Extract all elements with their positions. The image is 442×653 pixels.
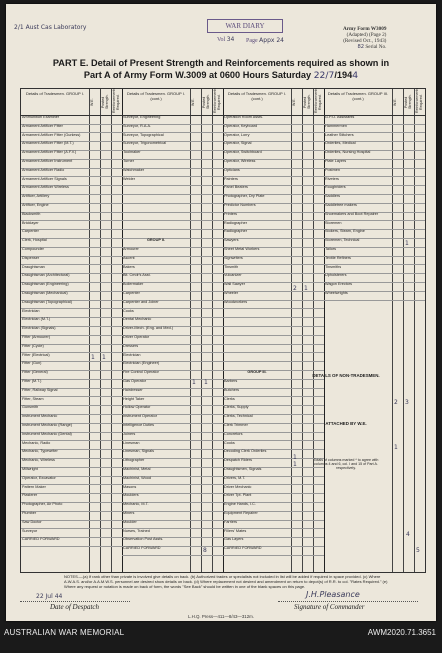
- serial-handwritten: 82: [357, 44, 365, 50]
- row-label: Fitter (M.T.): [22, 379, 42, 383]
- row-label: Instrument Mechanic (Dental): [22, 431, 72, 436]
- row-label: Mechanic, Radio: [22, 440, 51, 445]
- row-label: Dispenser: [22, 255, 40, 260]
- handwritten-count: 1: [293, 454, 297, 461]
- row-label: Shoemakers and Boot Repairer: [325, 211, 379, 216]
- row-label: Welder: [123, 176, 135, 181]
- non-tradesmen-label: Totals of columns marked * to agree with columns 4 and 6, col. I and 15 of Part A. respectively.: [313, 458, 379, 470]
- row-label: Armament Artificer Fitter (Gunless): [22, 132, 81, 137]
- row-label: Carpenter: [123, 291, 140, 295]
- row-label: Textile Refiners: [325, 255, 351, 260]
- row-label: Cooks: [123, 308, 134, 313]
- row-label: Engine Hands, I.C.: [224, 502, 256, 507]
- row-label: Compounder: [22, 247, 44, 251]
- army-form-line: (Revised Oct., 1943): [343, 38, 387, 44]
- row-label: Artificer, Artillery: [22, 194, 50, 199]
- subheader-reinf: Reinforcements Required.: [112, 87, 120, 113]
- row-label: Printers: [224, 211, 238, 216]
- row-label: Lithographer: [123, 458, 145, 463]
- row-label: Hollow Operator: [123, 405, 151, 410]
- row-label: Draughtsman (Architectural): [22, 273, 70, 278]
- row-label: Bakers: [123, 264, 135, 269]
- row-label: Mechanic, Wireless: [22, 458, 55, 463]
- report-date: 22/7: [313, 70, 335, 81]
- row-label: Fitter (Gun): [22, 361, 42, 366]
- row-label: Concretors: [224, 431, 243, 436]
- commander-signature: J.H.Pleasance: [306, 590, 360, 599]
- signature-commander-label: Signature of Commander: [294, 603, 365, 611]
- column-header: Details of Tradesmen. GROUP I. (cont.): [127, 91, 185, 101]
- row-label: Armourer: [123, 247, 139, 251]
- non-tradesmen-label: ATTACHED BY W.E.: [325, 421, 367, 426]
- row-label: Operator, Signal: [224, 141, 252, 146]
- despatch-date-value: 22 Jul 44: [36, 593, 63, 600]
- title-year: /194: [334, 70, 353, 80]
- row-label: Miners: [123, 511, 135, 515]
- handwritten-count: 4: [406, 531, 410, 538]
- subheader-we: W.E.: [292, 98, 296, 106]
- row-label: Carpenter: [22, 229, 39, 234]
- row-label: Surveyor: [22, 528, 38, 533]
- header-row: [21, 89, 425, 116]
- row-label: Draughtsman: [22, 264, 45, 269]
- row-label: Despatch Riders: [224, 458, 253, 463]
- row-label: Radiographer: [224, 229, 248, 234]
- row-label: Predictor Numbers: [224, 203, 256, 207]
- row-label: Draughtsman (Mechanical): [22, 291, 68, 295]
- column-header: Details of Tradesmen. GROUP III. (cont.): [327, 91, 389, 101]
- row-label: Riveters: [325, 176, 339, 181]
- row-label: Sawyers: [224, 238, 239, 243]
- row-label: Armament Artificer Wireless: [22, 185, 69, 190]
- row-label: GROUP III.: [247, 370, 267, 375]
- army-form-line: Army Form W3009: [343, 26, 387, 32]
- row-label: Watchmaker: [123, 167, 145, 172]
- subheader-posted: Posted Strength.: [303, 94, 311, 110]
- army-form-block: [343, 26, 386, 50]
- row-label: Fitter, Steam: [22, 396, 44, 401]
- subheader-posted: Posted Strength.: [101, 94, 109, 110]
- row-label: Fitter (Armourer): [22, 335, 51, 339]
- row-label: Driver Operator: [123, 335, 150, 339]
- form-sheet: [6, 4, 436, 621]
- row-label: Photographer, Dry Plate: [224, 194, 265, 199]
- row-label: Cooks: [224, 440, 235, 445]
- row-label: Postmen: [325, 167, 340, 172]
- subheader-posted: Posted Strength.: [404, 94, 412, 110]
- row-label: Wheeler: [224, 291, 239, 295]
- row-label: Blt. Cmdr's Asst.: [123, 273, 151, 278]
- row-label: Decoding Clerk Orderlies: [224, 449, 267, 454]
- row-label: Fitter, Railway Signal: [22, 387, 58, 392]
- row-label: Butchers: [224, 387, 239, 392]
- row-label: Wagon Erectors: [325, 282, 353, 287]
- row-label: Plasterer: [22, 493, 38, 498]
- notes-block: NOTES.—(a) If rank other than private is involved give details on back. (b) Authorized trades or specialists not included in list will be added if required in space provided. (c) Where A.W.A.S. and/or A.A.M.W.S. personnel are desired show details on back. (d) Where replacement not desired and amendment on return to depot(s) of R.R. to col. "Rates Required." (e) Where any request or notation is made on back of form, the words "See Back" should be written in one of the blank spaces on this page.: [64, 574, 388, 589]
- row-label: Height Taker: [123, 396, 145, 401]
- row-label: Fillers' Mates: [224, 528, 247, 533]
- subheader-we: W.E.: [191, 98, 195, 106]
- row-label: Barbers: [224, 379, 238, 383]
- row-label: Armament Artificer Fitter: [22, 123, 63, 128]
- row-label: Wheelwrights: [325, 291, 348, 295]
- row-label: Mechanic, Typewriter: [22, 449, 58, 454]
- row-label: Instrument Mechanic: [22, 414, 58, 419]
- row-label: Fire Control Operator: [123, 370, 159, 375]
- printer-imprint: L.H.Q. Press—411—8/43—312m.: [187, 614, 255, 619]
- row-label: Electrician (Signals): [22, 326, 56, 331]
- title-year-suffix: 4: [352, 70, 359, 81]
- signature-line: [278, 601, 418, 602]
- row-label: Draughtsmen, Signals: [224, 467, 262, 471]
- row-label: Saw Doctor: [22, 519, 42, 524]
- row-label: Equipment Repairer: [224, 511, 258, 515]
- army-form-line: 82 Serial No.: [357, 44, 387, 50]
- row-label: Intelligence Duties: [123, 423, 155, 427]
- row-label: Millwright: [22, 467, 38, 471]
- row-label: Armament Artificer Instrument: [22, 159, 73, 163]
- row-label: Boilermaker: [123, 282, 144, 287]
- row-label: Woodworkers: [224, 299, 248, 304]
- row-label: Linesman, Signals: [123, 449, 155, 454]
- row-label: Fitter (General): [22, 370, 48, 375]
- row-label: Clerk Trimmer: [224, 423, 248, 427]
- subheader-we: W.E.: [90, 98, 94, 106]
- row-label: Armament Artificer Signals: [22, 176, 67, 181]
- handwritten-count: 2: [293, 285, 297, 292]
- row-label: Operator, Wireless: [224, 159, 256, 163]
- page-line: [246, 37, 284, 44]
- row-label: Dental Mechanic: [123, 317, 152, 322]
- subheader-posted: Posted Strength.: [202, 94, 210, 110]
- row-label: Hairdresser: [123, 387, 143, 392]
- row-label: Pattern Maker: [22, 484, 46, 489]
- vol-value: 34: [226, 36, 235, 43]
- row-label: GROUP II.: [146, 238, 166, 243]
- archive-id: AWM2020.71.3651: [367, 628, 436, 637]
- row-label: Draughtsman (Topographical): [22, 299, 73, 304]
- row-label: Clerks: [224, 396, 235, 401]
- row-label: Electrician: [22, 308, 40, 313]
- row-label: Ascent: [123, 255, 135, 260]
- row-label: Operator, Switchboard: [224, 150, 262, 155]
- row-label: Bricklayer: [22, 220, 39, 225]
- row-label: Moulder: [123, 519, 137, 524]
- title-prefix: Part A of Army Form W.3009 at 0600 Hours Saturday: [83, 70, 312, 80]
- row-label: Ammunition Examiner: [22, 115, 60, 119]
- row-label: Gunsmith: [22, 405, 39, 410]
- row-label: Instrument Operator: [123, 414, 157, 419]
- row-label: Photographer, Air Photo: [22, 502, 63, 507]
- row-label: Orderlies, Medical: [325, 141, 356, 146]
- subheader-we: W.E.: [393, 98, 397, 106]
- row-label: Turner: [123, 159, 135, 163]
- page-label: Page: [246, 38, 258, 44]
- row-label: Gas Operator: [123, 379, 147, 383]
- handwritten-count: 3: [405, 399, 409, 406]
- row-label: Mechanic, M.T.: [123, 502, 149, 507]
- row-label: Driver Tpt. Plant: [224, 493, 252, 498]
- row-label: Plate Layers: [325, 159, 347, 163]
- row-label: Operator, Excavator: [22, 475, 56, 480]
- subheader-reinf: Reinforcements Required.: [314, 87, 322, 113]
- row-label: Instrument Mechanic (Range): [22, 423, 73, 427]
- row-label: Fitter (Cycle): [22, 343, 44, 348]
- handwritten-count: 1: [304, 285, 308, 292]
- unit-handwritten: 2/1 Aust Cas Laboratory: [14, 24, 87, 31]
- row-label: Vulcanizer: [224, 273, 242, 278]
- row-label: Electrician (Engineer): [123, 361, 160, 366]
- part-e-title-line2: [6, 70, 436, 81]
- handwritten-count: 8: [203, 547, 207, 554]
- row-label: Stokers, Steam, Engine: [325, 229, 365, 234]
- column-header: Details of Tradesmen. GROUP I. (cont.): [228, 91, 286, 101]
- row-label: CARRIED FORWARD: [22, 537, 60, 542]
- table-row: [122, 546, 223, 556]
- row-label: Observation Post Assts.: [123, 537, 164, 542]
- table-row: [21, 537, 122, 547]
- row-label: CARRIED FORWARD: [224, 546, 262, 551]
- row-label: Fitter (Electrical): [22, 352, 50, 357]
- row-label: Gas Layers: [224, 537, 244, 542]
- handwritten-count: 1: [394, 444, 398, 451]
- handwritten-count: 1: [192, 379, 196, 386]
- row-label: Armament Artificer Radio: [22, 167, 65, 172]
- row-label: Roughriders: [325, 185, 346, 190]
- non-tradesmen-label: DETAILS OF NON-TRADESMEN.: [312, 373, 380, 378]
- row-label: Draughtsman (Engineering): [22, 282, 69, 287]
- handwritten-count: 1: [405, 240, 409, 247]
- row-label: Sheet Metal Workers: [224, 247, 260, 251]
- row-label: Nurses, Trained: [123, 528, 150, 533]
- row-label: Tinsmith: [224, 264, 239, 269]
- row-label: Linesman: [123, 440, 140, 445]
- row-label: Surveyor, Topographical: [123, 132, 164, 137]
- strength-table: [20, 88, 426, 573]
- row-label: Painters: [224, 176, 238, 181]
- part-e-title: PART E. Detail of Present Strength and Reinforcements required as shown in: [52, 58, 390, 68]
- row-label: Panel Beaters: [224, 185, 248, 190]
- row-label: Joiners: [123, 431, 136, 436]
- row-label: Surveyor, R.A.A.: [123, 123, 152, 128]
- row-label: Farriers: [224, 519, 238, 524]
- row-label: Tinsmiths: [325, 264, 342, 269]
- vol-line: [217, 36, 234, 43]
- army-form-line: (Adapted) (Page 2): [346, 32, 387, 38]
- handwritten-count: 1: [102, 354, 106, 361]
- date-of-despatch-label: Date of Despatch: [50, 603, 99, 611]
- vol-label: Vol: [217, 37, 226, 43]
- row-label: Toolmaker: [123, 150, 141, 155]
- row-label: Machinist, Metal: [123, 467, 151, 471]
- table-row: [324, 291, 425, 301]
- row-label: Signwriters: [224, 255, 243, 260]
- row-label: Electrician (M.T.): [22, 317, 51, 322]
- row-label: Clerk, Hospital: [22, 238, 47, 243]
- row-label: Clerks, Supply: [224, 405, 249, 410]
- row-label: Surveyor, Engineering: [123, 115, 161, 119]
- row-label: Carpenter and Joiner: [123, 299, 159, 304]
- war-diary-stamp: WAR DIARY: [207, 19, 283, 33]
- row-label: Wall Sawyer: [224, 282, 245, 287]
- row-label: Electrician: [123, 352, 141, 357]
- handwritten-count: 2: [394, 399, 398, 406]
- row-label: CARRIED FORWARD: [123, 546, 161, 551]
- row-label: Blacksmith: [22, 211, 41, 216]
- row-label: Drivers, M.T.: [224, 475, 246, 480]
- handwritten-count: 5: [416, 547, 420, 554]
- row-label: Storemen: [325, 220, 342, 225]
- row-label: Upholsterers: [325, 273, 347, 278]
- row-label: Surveyor, Trigonometrical: [123, 141, 167, 146]
- row-label: Moulders: [123, 493, 139, 498]
- row-label: Operation Room Assts.: [224, 115, 264, 119]
- handwritten-count: 1: [204, 379, 208, 386]
- row-label: Armament Artificer Fitter (M.T.): [22, 141, 74, 146]
- row-label: Orderlies, Nursing Hospital: [325, 150, 371, 155]
- row-label: Dressers: [123, 343, 139, 348]
- row-label: Hammermen: [325, 123, 347, 128]
- appx-value: Appx 24: [259, 37, 284, 44]
- row-label: Machinist, Wood: [123, 475, 151, 480]
- row-label: Driver Mechanic: [224, 484, 252, 489]
- row-label: Armament Artificer Fitter (A.F.V.): [22, 150, 77, 155]
- row-label: Masons: [123, 484, 137, 489]
- row-label: Artificer, Engine: [22, 203, 49, 207]
- row-label: Driver-Mech. (Eng. and Med.): [123, 326, 174, 331]
- row-label: G.P.O. Assistants: [325, 115, 355, 119]
- row-label: Radiographer: [224, 220, 248, 225]
- row-label: Operator, Lorry: [224, 132, 250, 137]
- subheader-reinf: Reinforcements Required.: [415, 87, 423, 113]
- column-header: Details of Tradesmen. GROUP I.: [26, 91, 84, 96]
- row-label: Leather Stitchers: [325, 132, 354, 137]
- row-label: Clerks, Technical: [224, 414, 253, 419]
- archive-name: AUSTRALIAN WAR MEMORIAL: [4, 628, 125, 637]
- row-label: Saddletree makers: [325, 203, 357, 207]
- row-label: Opticians: [224, 167, 240, 172]
- row-label: Saddlers: [325, 194, 340, 199]
- handwritten-count: 1: [91, 354, 95, 361]
- row-label: Operator, Keyboard: [224, 123, 258, 128]
- subheader-reinf: Reinforcements Required.: [213, 87, 221, 113]
- table-row: [223, 546, 324, 556]
- handwritten-count: 1: [293, 461, 297, 468]
- row-label: Storemen, Technical: [325, 238, 360, 243]
- row-label: Plumber: [22, 511, 37, 515]
- despatch-line: [20, 601, 130, 602]
- row-label: Tailors: [325, 247, 336, 251]
